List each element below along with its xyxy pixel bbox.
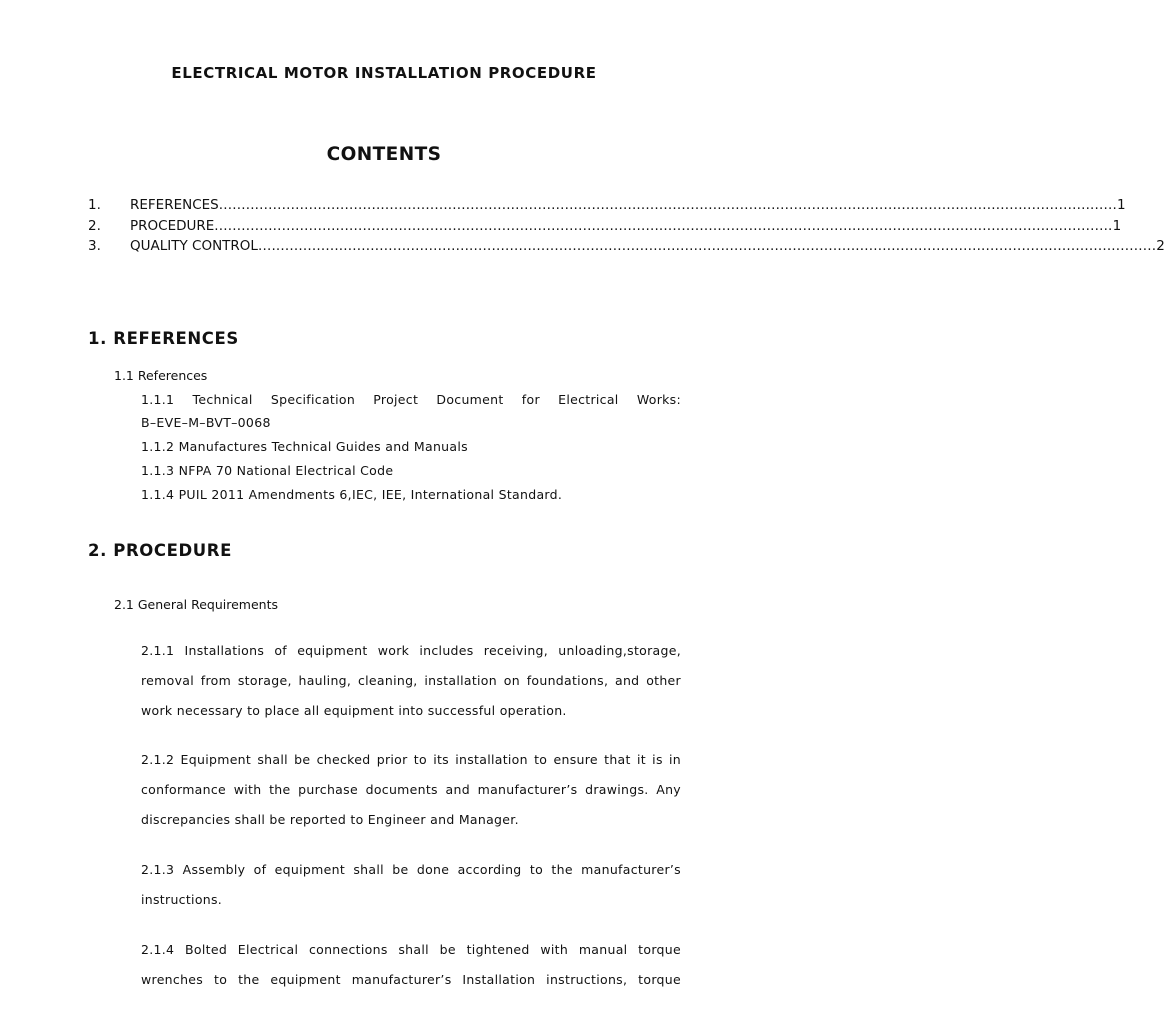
paragraph-2-1-2 [141, 745, 681, 835]
toc-label: REFERENCES [130, 197, 219, 213]
toc-number: 1. [88, 197, 101, 213]
paragraph-line: 2.1.3 Assembly of equipment shall be done according to the manufacturer’s [141, 862, 681, 877]
toc-leader-dots: ........................................................................................................................................................................................................ [214, 217, 1113, 234]
paragraph-line: wrenches to the equipment manufacturer’s Installation instructions, torque [141, 972, 681, 987]
reference-item: 1.1.4 PUIL 2011 Amendments 6,IEC, IEE, International Standard. [141, 487, 563, 502]
toc-row-procedure[interactable] [88, 216, 1122, 237]
toc-page-number: 1 [1112, 217, 1122, 234]
paragraph-line: 2.1.2 Equipment shall be checked prior to its installation to ensure that it is in [141, 752, 681, 767]
reference-item-continuation: B–EVE–M–BVT–0068 [141, 415, 271, 430]
paragraph-line: work necessary to place all equipment into successful operation. [141, 703, 567, 718]
toc-label: QUALITY CONTROL [130, 238, 258, 254]
paragraph-2-1-4 [141, 935, 681, 995]
toc-leader-dots: ........................................................................................................................................................................................................ [257, 238, 1157, 254]
toc-leader-dots: ........................................................................................................................................................................................................ [218, 197, 1118, 213]
contents-title: CONTENTS [326, 144, 442, 165]
reference-item: 1.1.2 Manufactures Technical Guides and Manuals [141, 439, 468, 454]
reference-item: 1.1.3 NFPA 70 National Electrical Code [141, 463, 394, 478]
toc-row-quality-control[interactable] [88, 236, 1165, 257]
paragraph-line: discrepancies shall be reported to Engineer and Manager. [141, 812, 519, 827]
paragraph-line: instructions. [141, 892, 223, 907]
paragraph-line: conformance with the purchase documents and manufacturer’s drawings. Any [141, 782, 681, 797]
sub-heading-references: 1.1 References [114, 368, 208, 383]
paragraph-2-1-3 [141, 855, 681, 915]
toc-page-number: 2 [1156, 238, 1165, 254]
document-title: ELECTRICAL MOTOR INSTALLATION PROCEDURE [171, 64, 597, 82]
toc-label: PROCEDURE [130, 217, 215, 234]
paragraph-2-1-1 [141, 636, 681, 726]
paragraph-line: 2.1.4 Bolted Electrical connections shall be tightened with manual torque [141, 942, 681, 957]
reference-item: 1.1.1 Technical Specification Project Document for Electrical Works: [141, 392, 681, 407]
sub-heading-general-requirements: 2.1 General Requirements [114, 597, 278, 612]
paragraph-line: removal from storage, hauling, cleaning, installation on foundations, and other [141, 673, 681, 688]
toc-number: 2. [88, 217, 101, 234]
section-heading-procedure: 2. PROCEDURE [88, 541, 232, 560]
toc-row-references[interactable] [88, 195, 1126, 216]
toc-page-number: 1 [1117, 197, 1126, 213]
section-heading-references: 1. REFERENCES [88, 329, 239, 348]
paragraph-line: 2.1.1 Installations of equipment work includes receiving, unloading,storage, [141, 643, 681, 658]
toc-number: 3. [88, 238, 101, 254]
table-of-contents [88, 195, 1165, 257]
